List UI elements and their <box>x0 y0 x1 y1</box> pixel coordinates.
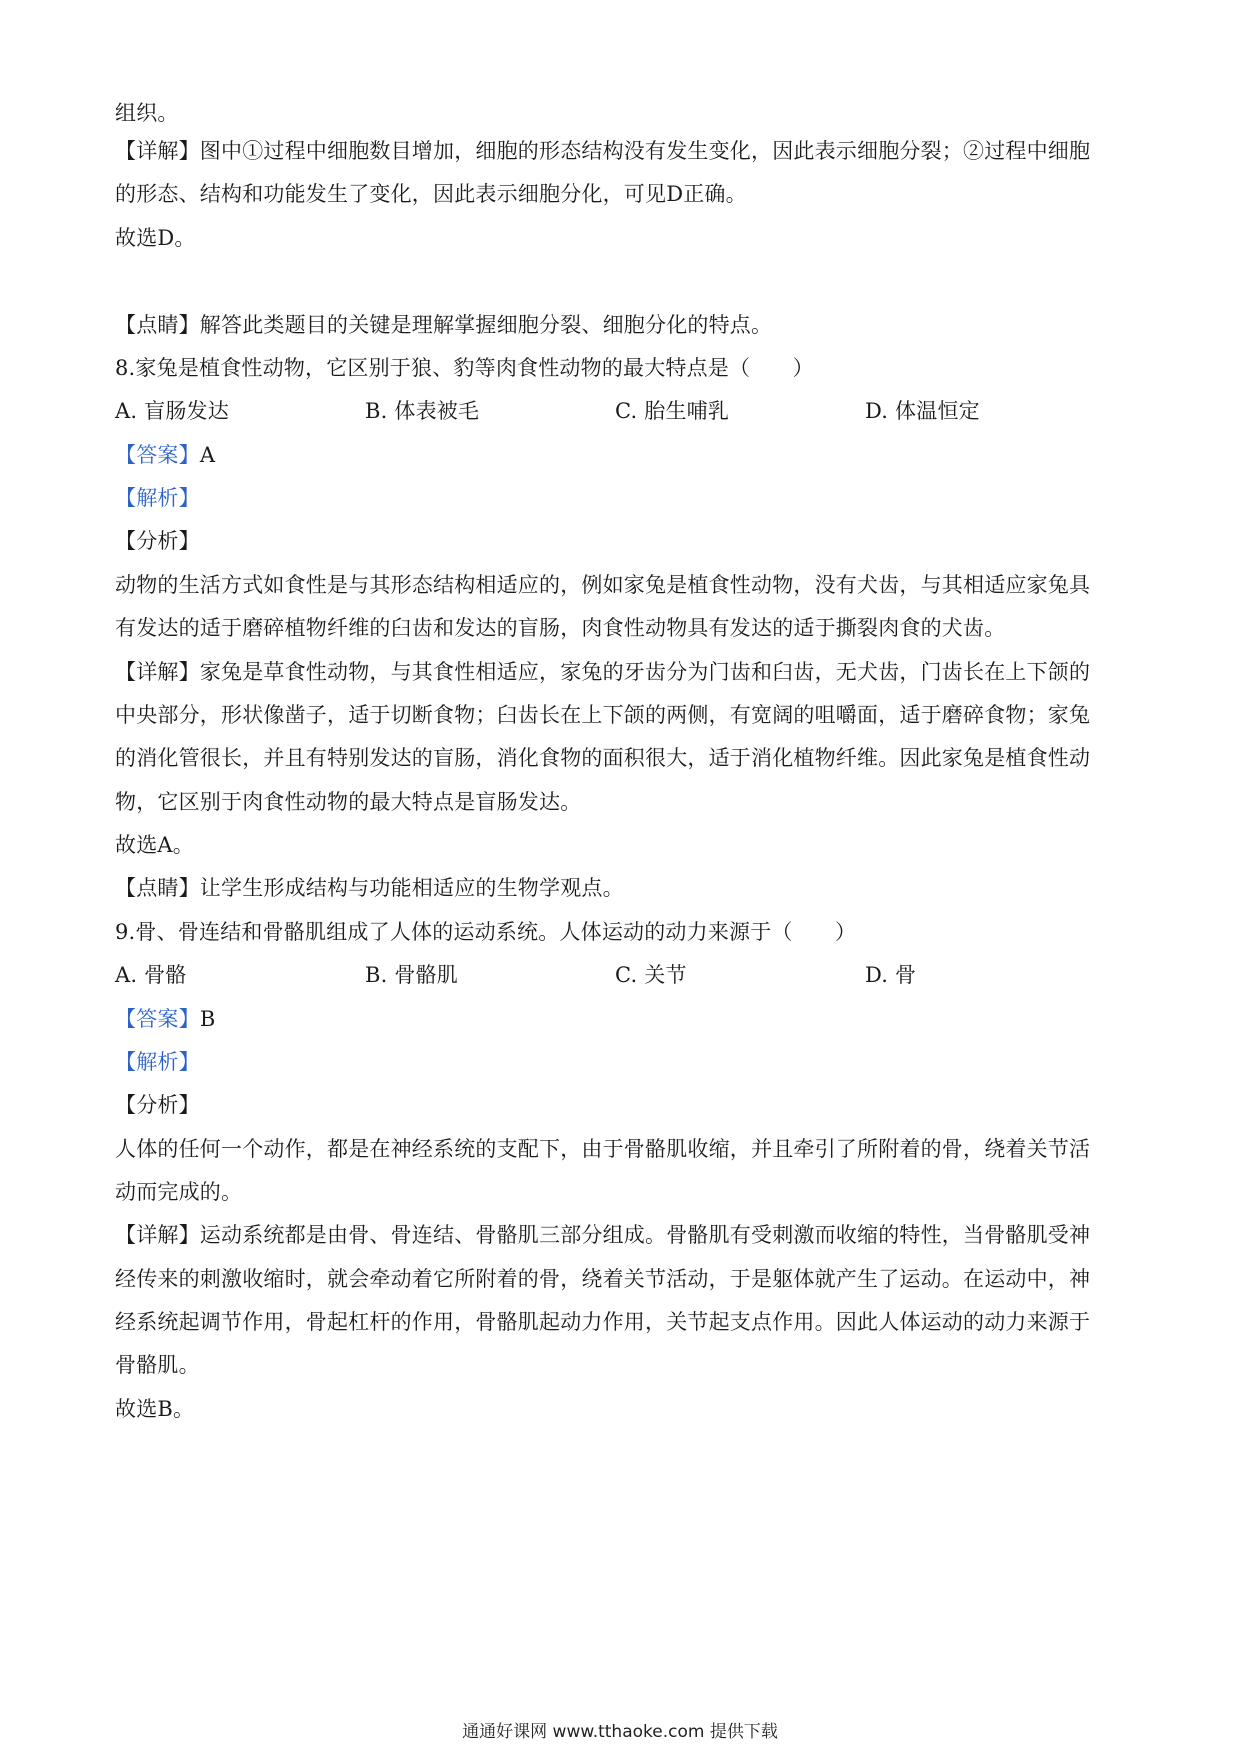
text-line: 动而完成的。 <box>115 1180 243 1204</box>
text-line: 骨骼肌。 <box>115 1353 200 1377</box>
page-footer: 通通好课网 www.tthaoke.com 提供下载 <box>462 1722 778 1742</box>
q9-option-c: C. 关节 <box>615 963 687 987</box>
q9-option-a: A. 骨骼 <box>115 963 187 987</box>
text-line: 经传来的刺激收缩时，就会牵动着它所附着的骨，绕着关节活动，于是躯体就产生了运动。在运动中，神 <box>115 1267 1091 1291</box>
text-line: 有发达的适于磨碎植物纤维的臼齿和发达的盲肠，肉食性动物具有发达的适于撕裂肉食的犬齿。 <box>115 616 1006 640</box>
q9-option-b: B. 骨骼肌 <box>365 963 458 987</box>
question-8: 8.家兔是植食性动物，它区别于狼、豹等肉食性动物的最大特点是（ ） <box>115 356 814 380</box>
q9-answer <box>115 1004 1135 1034</box>
answer-value: B <box>199 1007 216 1031</box>
text-line: 【分析】 <box>115 529 200 553</box>
question-9: 9.骨、骨连结和骨骼肌组成了人体的运动系统。人体运动的动力来源于（ ） <box>115 920 857 944</box>
q9-option-d: D. 骨 <box>865 963 917 987</box>
q8-option-c: C. 胎生哺乳 <box>615 399 730 423</box>
text-line: 【详解】家兔是草食性动物，与其食性相适应，家兔的牙齿分为门齿和臼齿，无犬齿，门齿长在上下颌的 <box>115 660 1091 684</box>
text-line: 故选B。 <box>115 1397 195 1421</box>
text-line: 动物的生活方式如食性是与其形态结构相适应的，例如家兔是植食性动物，没有犬齿，与其相适应家兔具 <box>115 573 1091 597</box>
q8-option-a: A. 盲肠发达 <box>115 399 229 423</box>
text-line: 【详解】运动系统都是由骨、骨连结、骨骼肌三部分组成。骨骼肌有受刺激而收缩的特性，当骨骼肌受神 <box>115 1223 1091 1247</box>
answer-label: 【答案】 <box>115 443 200 467</box>
text-line: 经系统起调节作用，骨起杠杆的作用，骨骼肌起动力作用，关节起支点作用。因此人体运动的动力来源于 <box>115 1310 1091 1334</box>
text-line: 【点睛】让学生形成结构与功能相适应的生物学观点。 <box>115 876 624 900</box>
answer-value: A <box>199 443 216 467</box>
text-line: 【点睛】解答此类题目的关键是理解掌握细胞分裂、细胞分化的特点。 <box>115 313 773 337</box>
text-line: 的形态、结构和功能发生了变化，因此表示细胞分化，可见D正确。 <box>115 182 747 206</box>
text-line: 组织。 <box>115 101 179 125</box>
text-line: 【分析】 <box>115 1093 200 1117</box>
q8-option-d: D. 体温恒定 <box>865 399 980 423</box>
text-line: 中央部分，形状像凿子，适于切断食物；臼齿长在上下颌的两侧，有宽阔的咀嚼面，适于磨碎食物；家兔 <box>115 703 1091 727</box>
text-line: 故选D。 <box>115 226 196 250</box>
q8-option-b: B. 体表被毛 <box>365 399 480 423</box>
q8-answer <box>115 440 1135 470</box>
answer-label: 【答案】 <box>115 1007 200 1031</box>
text-line: 【详解】图中①过程中细胞数目增加，细胞的形态结构没有发生变化，因此表示细胞分裂；②过程中细胞 <box>115 139 1091 163</box>
text-line: 故选A。 <box>115 833 194 857</box>
text-line: 人体的任何一个动作，都是在神经系统的支配下，由于骨骼肌收缩，并且牵引了所附着的骨，绕着关节活 <box>115 1137 1091 1161</box>
analysis-label: 【解析】 <box>115 1050 200 1074</box>
analysis-label: 【解析】 <box>115 486 200 510</box>
text-line: 的消化管很长，并且有特别发达的盲肠，消化食物的面积很大，适于消化植物纤维。因此家兔是植食性动 <box>115 746 1091 770</box>
text-line: 物，它区别于肉食性动物的最大特点是盲肠发达。 <box>115 790 582 814</box>
